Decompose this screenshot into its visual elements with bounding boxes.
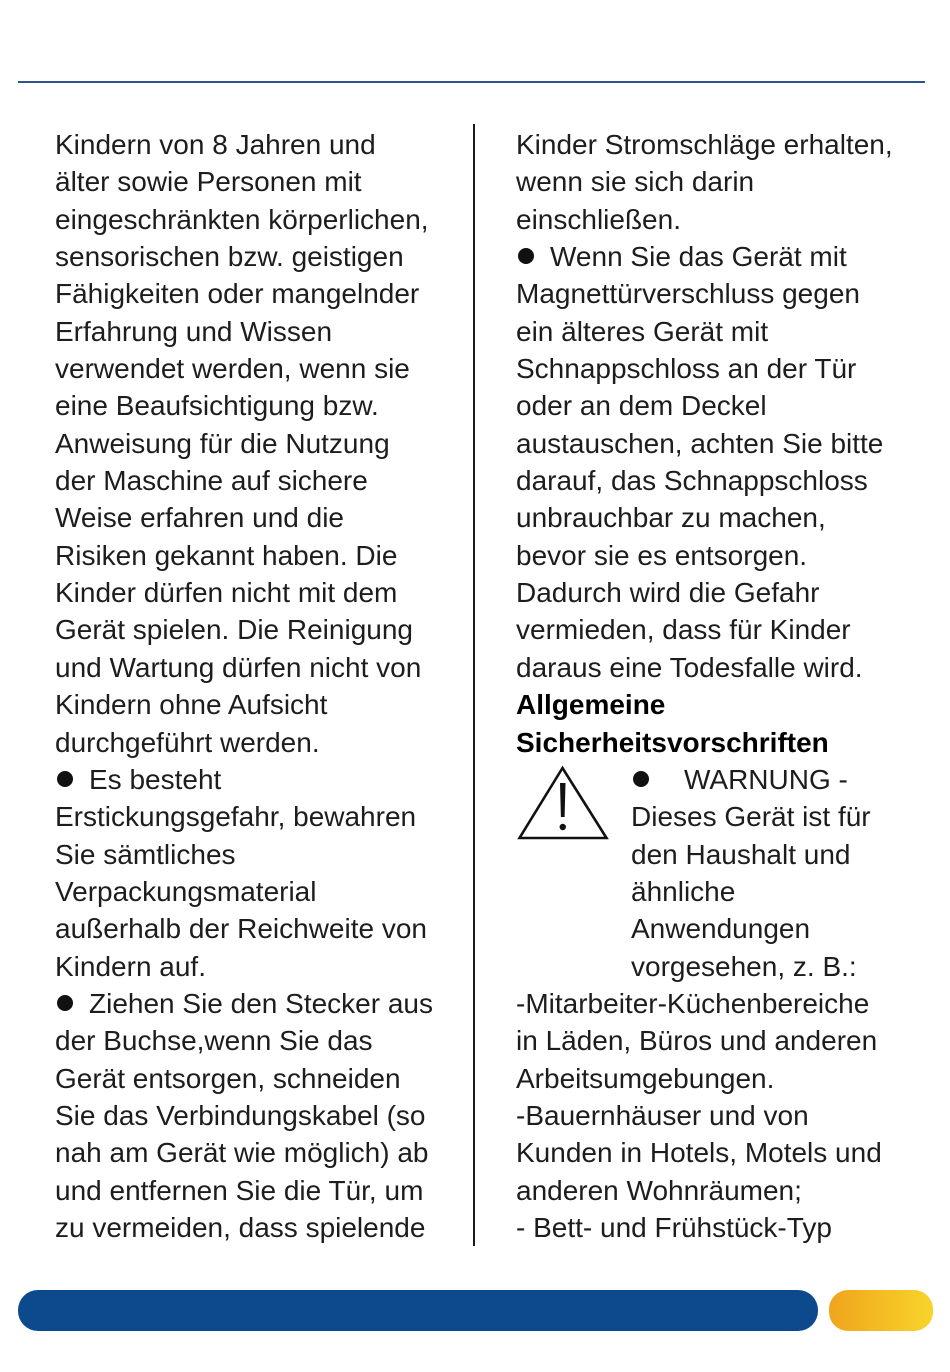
warning-text-line: Anwendungen bbox=[631, 913, 811, 945]
text-line: eingeschränkten körperlichen, bbox=[55, 203, 429, 235]
footer-bar bbox=[18, 1290, 818, 1331]
warning-text-line: Dieses Gerät ist für bbox=[631, 801, 871, 833]
text-line: -Bauernhäuser und von bbox=[516, 1099, 809, 1131]
text-line: Kinder dürfen nicht mit dem bbox=[55, 577, 398, 609]
text-line: Weise erfahren und die bbox=[55, 502, 344, 534]
text-line: - Bett- und Frühstück-Typ bbox=[516, 1211, 832, 1243]
text-line: austauschen, achten Sie bitte bbox=[516, 427, 884, 459]
text-line: Risiken gekannt haben. Die bbox=[55, 539, 398, 571]
text-line: außerhalb der Reichweite von bbox=[55, 913, 427, 945]
text-line: und Wartung dürfen nicht von bbox=[55, 651, 422, 683]
bullet-icon bbox=[633, 771, 649, 787]
bullet-item-text: Es besteht bbox=[89, 763, 222, 795]
left-column bbox=[55, 126, 460, 1246]
text-line: Kindern von 8 Jahren und bbox=[55, 129, 376, 160]
text-line: der Buchse,wenn Sie das bbox=[55, 1025, 373, 1057]
header-rule bbox=[18, 81, 925, 83]
text-line: verwendet werden, wenn sie bbox=[55, 353, 410, 385]
text-line: und entfernen Sie die Tür, um bbox=[55, 1174, 424, 1206]
text-line: vermieden, dass für Kinder bbox=[516, 614, 851, 646]
text-line: Schnappschloss an der Tür bbox=[516, 353, 857, 385]
text-line: -Mitarbeiter-Küchenbereiche bbox=[516, 987, 870, 1019]
text-line: zu vermeiden, dass spielende bbox=[55, 1211, 426, 1243]
text-line: Kindern auf. bbox=[55, 950, 206, 982]
text-line: durchgeführt werden. bbox=[55, 726, 320, 758]
warning-text-line: den Haushalt und bbox=[631, 838, 851, 870]
text-line: oder an dem Deckel bbox=[516, 390, 767, 422]
bullet-icon bbox=[518, 248, 534, 264]
text-line: Verpackungsmaterial bbox=[55, 875, 317, 907]
warning-text-line: vorgesehen, z. B.: bbox=[631, 950, 857, 982]
text-line: Kinder Stromschläge erhalten, bbox=[516, 129, 893, 160]
text-line: Gerät entsorgen, schneiden bbox=[55, 1062, 401, 1094]
warning-triangle-icon bbox=[516, 762, 612, 844]
text-line: Gerät spielen. Die Reinigung bbox=[55, 614, 413, 646]
section-heading: Sicherheitsvorschriften bbox=[516, 726, 829, 758]
text-line: Erstickungsgefahr, bewahren bbox=[55, 801, 417, 833]
text-line: in Läden, Büros und anderen bbox=[516, 1025, 878, 1057]
warning-label: WARNUNG - bbox=[684, 763, 848, 795]
bullet-item-line bbox=[516, 238, 936, 275]
right-column bbox=[516, 126, 936, 1246]
text-line: der Maschine auf sichere bbox=[55, 465, 368, 497]
bullet-item-text: Wenn Sie das Gerät mit bbox=[550, 241, 847, 273]
bullet-item-line bbox=[55, 761, 460, 798]
text-line: eine Beaufsichtigung bzw. bbox=[55, 390, 379, 422]
text-line: Kunden in Hotels, Motels und bbox=[516, 1137, 882, 1169]
text-line: anderen Wohnräumen; bbox=[516, 1174, 802, 1206]
text-line: älter sowie Personen mit bbox=[55, 166, 362, 198]
text-line: ein älteres Gerät mit bbox=[516, 315, 769, 347]
bullet-icon bbox=[57, 995, 73, 1011]
text-line: Dadurch wird die Gefahr bbox=[516, 577, 820, 609]
text-line: einschließen. bbox=[516, 203, 681, 235]
text-line: unbrauchbar zu machen, bbox=[516, 502, 826, 534]
text-line: nah am Gerät wie möglich) ab bbox=[55, 1137, 429, 1169]
footer-accent-bar bbox=[829, 1290, 933, 1331]
text-line: daraus eine Todesfalle wird. bbox=[516, 651, 863, 683]
text-line: Magnettürverschluss gegen bbox=[516, 278, 860, 310]
bullet-item-line bbox=[55, 985, 460, 1022]
text-line: wenn sie sich darin bbox=[516, 166, 755, 198]
section-heading: Allgemeine bbox=[516, 689, 666, 721]
bullet-icon bbox=[57, 771, 73, 787]
text-line: bevor sie es entsorgen. bbox=[516, 539, 808, 571]
text-line: sensorischen bzw. geistigen bbox=[55, 241, 404, 273]
text-line: Kindern ohne Aufsicht bbox=[55, 689, 328, 721]
text-line: Fähigkeiten oder mangelnder bbox=[55, 278, 420, 310]
text-line: darauf, das Schnappschloss bbox=[516, 465, 868, 497]
text-line: Anweisung für die Nutzung bbox=[55, 427, 390, 459]
text-line: Arbeitsumgebungen. bbox=[516, 1062, 775, 1094]
column-divider bbox=[473, 124, 475, 1246]
text-line: Sie sämtliches bbox=[55, 838, 236, 870]
text-line: Sie das Verbindungskabel (so bbox=[55, 1099, 426, 1131]
text-line: Erfahrung und Wissen bbox=[55, 315, 333, 347]
bullet-item-text: Ziehen Sie den Stecker aus bbox=[89, 987, 433, 1019]
warning-text-line: ähnliche bbox=[631, 875, 736, 907]
